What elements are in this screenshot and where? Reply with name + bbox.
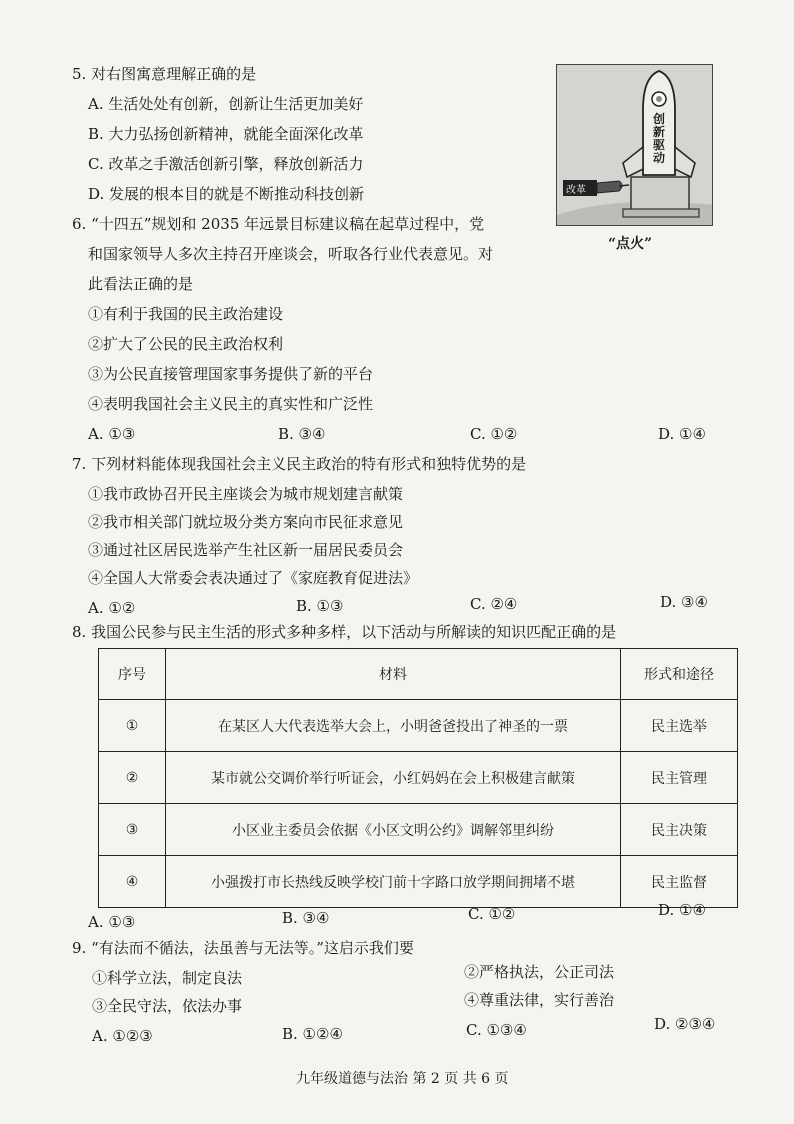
q5-option-d: D. 发展的根本目的就是不断推动科技创新	[88, 185, 365, 203]
row-material: 小强拨打市长热线反映学校门前十字路口放学期间拥堵不堪	[166, 856, 621, 908]
q9-item-2: ②严格执法，公正司法	[464, 963, 615, 981]
row-material: 小区业主委员会依据《小区文明公约》调解邻里纠纷	[166, 804, 621, 856]
q6-option-c: C. ①②	[470, 425, 518, 443]
q6-stem-line-3: 此看法正确的是	[88, 275, 194, 293]
q7-stem: 7. 下列材料能体现我国社会主义民主政治的特有形式和独特优势的是	[72, 455, 527, 473]
q8-stem: 8. 我国公民参与民主生活的形式多种多样，以下活动与所解读的知识匹配正确的是	[72, 623, 617, 641]
q5-option-c: C. 改革之手激活创新引擎，释放创新活力	[88, 155, 364, 173]
q9-option-d: D. ②③④	[654, 1015, 716, 1033]
table-row	[99, 700, 738, 752]
reform-label: 改革	[566, 185, 586, 196]
header-number: 序号	[99, 649, 166, 700]
q8-option-a: A. ①③	[88, 913, 136, 931]
q6-option-b: B. ③④	[278, 425, 326, 443]
q9-stem: 9. “有法而不循法，法虽善与无法等。”这启示我们要	[72, 939, 414, 957]
row-material: 某市就公交调价举行听证会，小红妈妈在会上积极建言献策	[166, 752, 621, 804]
q6-item-3: ③为公民直接管理国家事务提供了新的平台	[88, 365, 374, 383]
table-header-row	[99, 649, 738, 700]
q7-option-b: B. ①③	[296, 597, 344, 615]
table-row	[99, 856, 738, 908]
q7-option-a: A. ①②	[88, 599, 136, 617]
q6-item-1: ①有利于我国的民主政治建设	[88, 305, 284, 323]
q6-item-4: ④表明我国社会主义民主的真实性和广泛性	[88, 395, 374, 413]
cartoon-image	[556, 64, 713, 226]
q8-option-c: C. ①②	[468, 905, 516, 923]
q9-item-1: ①科学立法，制定良法	[92, 969, 243, 987]
cartoon-caption: “点火”	[608, 236, 653, 252]
q7-item-1: ①我市政协召开民主座谈会为城市规划建言献策	[88, 485, 404, 503]
q7-item-3: ③通过社区居民选举产生社区新一届居民委员会	[88, 541, 404, 559]
q8-option-d: D. ①④	[658, 901, 706, 919]
table-row	[99, 752, 738, 804]
row-number: ①	[99, 700, 166, 752]
rocket-illustration	[557, 65, 713, 226]
table-row	[99, 804, 738, 856]
header-material: 材料	[166, 649, 621, 700]
q7-item-4: ④全国人大常委会表决通过了《家庭教育促进法》	[88, 569, 419, 587]
q5-option-a: A. 生活处处有创新，创新让生活更加美好	[88, 95, 364, 113]
q5-stem: 5. 对右图寓意理解正确的是	[72, 65, 257, 83]
q8-table	[98, 648, 738, 908]
q9-item-4: ④尊重法律，实行善治	[464, 991, 615, 1009]
row-form: 民主选举	[621, 700, 738, 752]
q6-option-d: D. ①④	[658, 425, 706, 443]
q6-option-a: A. ①③	[88, 425, 136, 443]
q9-option-a: A. ①②③	[92, 1027, 153, 1045]
row-material: 在某区人大代表选举大会上，小明爸爸投出了神圣的一票	[166, 700, 621, 752]
q5-option-b: B. 大力弘扬创新精神，就能全面深化改革	[88, 125, 364, 143]
q7-option-d: D. ③④	[660, 593, 708, 611]
row-number: ③	[99, 804, 166, 856]
q7-option-c: C. ②④	[470, 595, 518, 613]
q6-item-2: ②扩大了公民的民主政治权利	[88, 335, 284, 353]
q9-option-b: B. ①②④	[282, 1025, 343, 1043]
row-number: ④	[99, 856, 166, 908]
page-footer: 九年级道德与法治 第 2 页 共 6 页	[296, 1071, 509, 1087]
q8-option-b: B. ③④	[282, 909, 330, 927]
q7-item-2: ②我市相关部门就垃圾分类方案向市民征求意见	[88, 513, 404, 531]
row-form: 民主监督	[621, 856, 738, 908]
row-number: ②	[99, 752, 166, 804]
q9-option-c: C. ①③④	[466, 1021, 527, 1039]
row-form: 民主管理	[621, 752, 738, 804]
row-form: 民主决策	[621, 804, 738, 856]
q9-item-3: ③全民守法，依法办事	[92, 997, 243, 1015]
q6-stem-line-1: 6. “十四五”规划和 2035 年远景目标建议稿在起草过程中，党	[72, 215, 485, 233]
q6-stem-line-2: 和国家领导人多次主持召开座谈会，听取各行业代表意见。对	[88, 245, 494, 263]
header-form: 形式和途径	[621, 649, 738, 700]
rocket-text: 创新驱动	[652, 112, 665, 165]
